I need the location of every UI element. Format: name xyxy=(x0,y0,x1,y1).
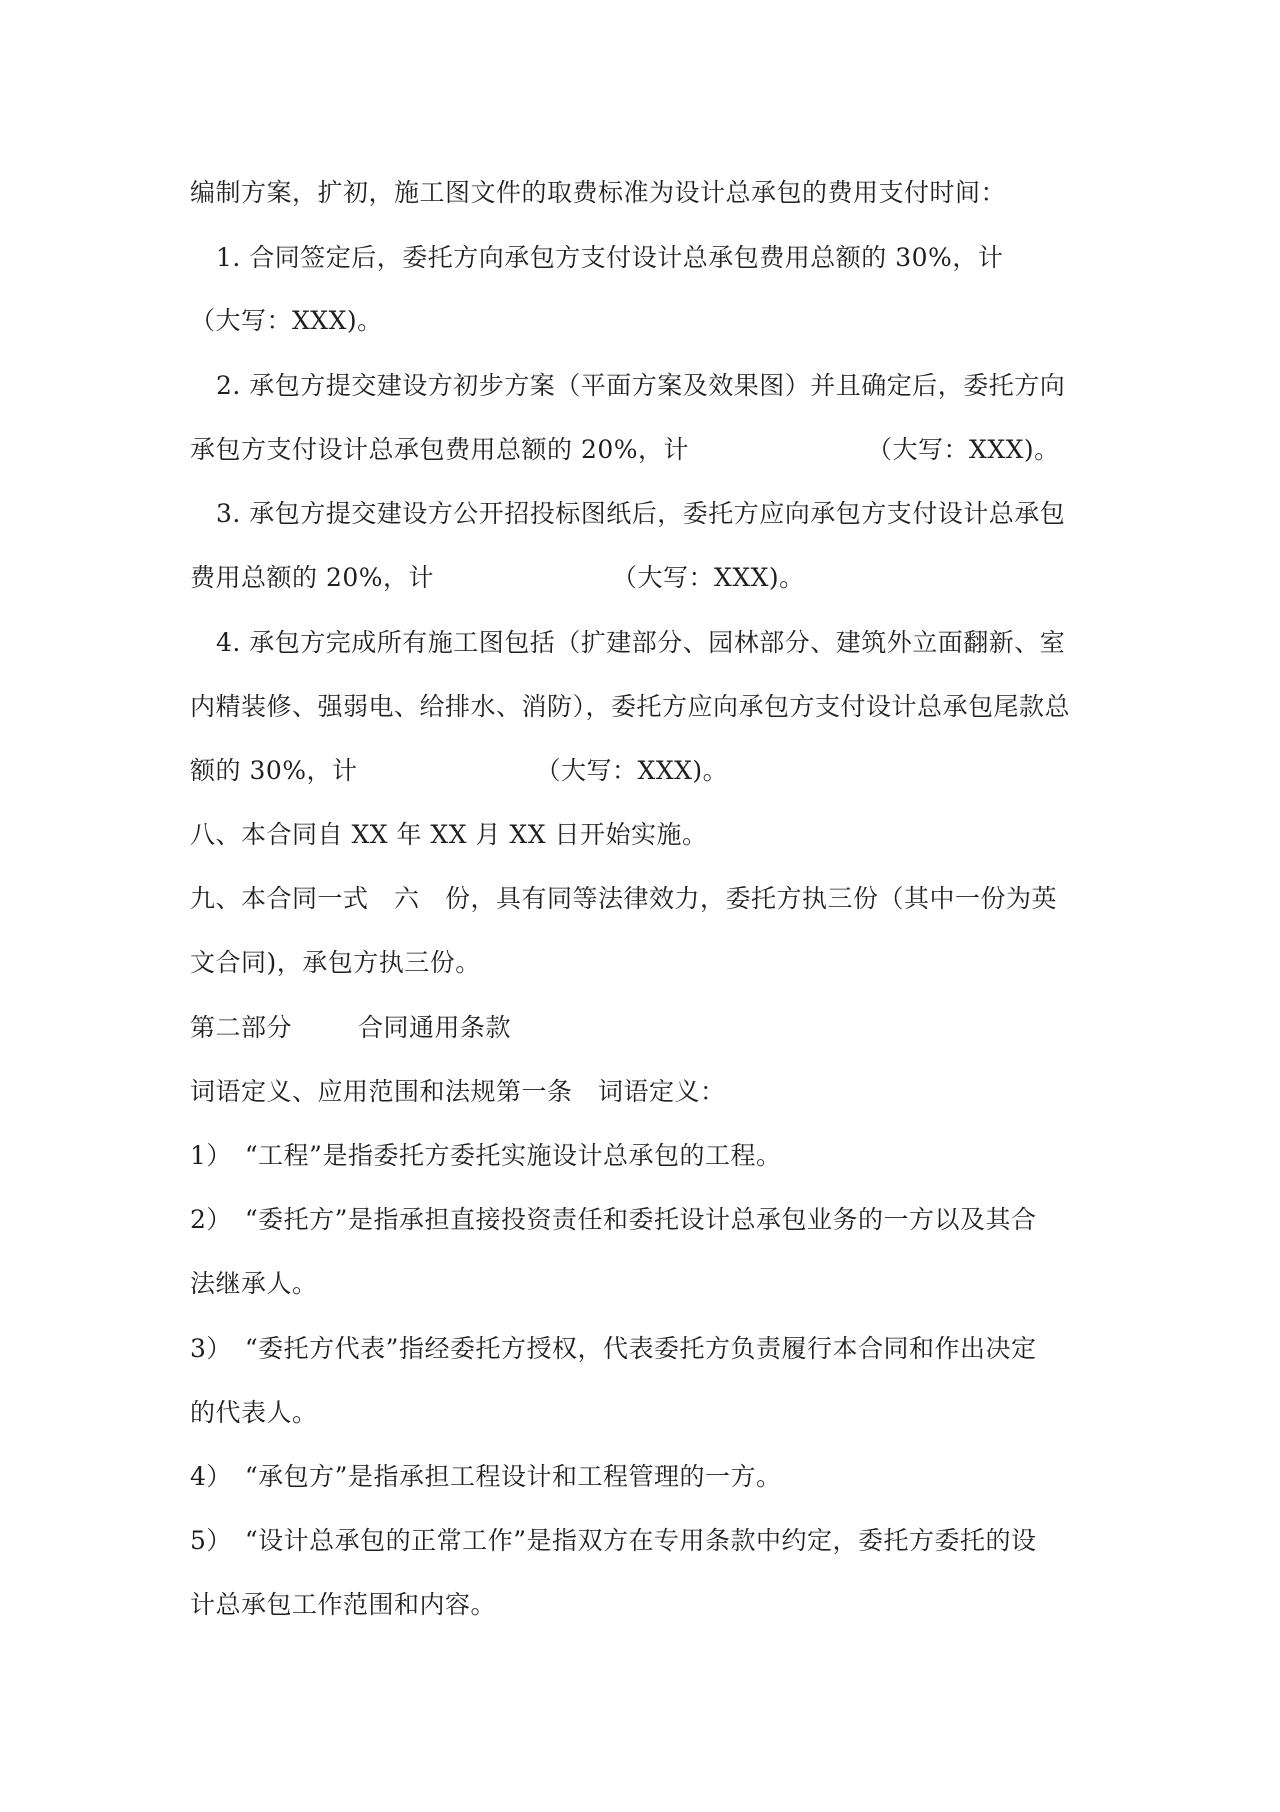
payment-2-line-2 xyxy=(190,437,1060,462)
clause-8: 八、本合同自 XX 年 XX 月 XX 日开始实施。 xyxy=(190,820,708,849)
payment-2-line-1: 2. 承包方提交建设方初步方案（平面方案及效果图）并且确定后，委托方向 xyxy=(216,371,1066,400)
payment-3-capital-text: （大写：XXX)。 xyxy=(612,563,805,592)
payment-4-line-2: 内精装修、强弱电、给排水、消防），委托方应向承包方支付设计总承包尾款总 xyxy=(190,692,1071,721)
definitions-heading: 词语定义、应用范围和法规第一条 词语定义： xyxy=(190,1077,726,1106)
intro-line: 编制方案，扩初，施工图文件的取费标准为设计总承包的费用支付时间： xyxy=(190,178,1007,207)
payment-4-line-3 xyxy=(190,758,728,783)
definition-5-line-1: 5） “设计总承包的正常工作”是指双方在专用条款中约定，委托方委托的设 xyxy=(190,1526,1037,1555)
payment-1-line-2: （大写：XXX)。 xyxy=(190,306,383,335)
payment-3-amount-text: 费用总额的 20%，计 xyxy=(190,563,435,592)
clause-9-line-2: 文合同)，承包方执三份。 xyxy=(190,948,481,977)
part-2-heading xyxy=(190,1015,511,1040)
payment-4-amount-text: 额的 30%，计 xyxy=(190,756,358,785)
definition-2-line-2: 法继承人。 xyxy=(190,1269,318,1298)
part-2-label: 第二部分 xyxy=(190,1013,293,1042)
definition-3-line-1: 3） “委托方代表”指经委托方授权，代表委托方负责履行本合同和作出决定 xyxy=(190,1334,1037,1363)
definition-5-line-2: 计总承包工作范围和内容。 xyxy=(190,1590,497,1619)
clause-9-line-1: 九、本合同一式 六 份，具有同等法律效力，委托方执三份（其中一份为英 xyxy=(190,884,1058,913)
definition-2-line-1: 2） “委托方”是指承担直接投资责任和委托设计总承包业务的一方以及其合 xyxy=(190,1205,1037,1234)
part-2-title: 合同通用条款 xyxy=(358,1013,512,1042)
payment-2-amount-text: 承包方支付设计总承包费用总额的 20%，计 xyxy=(190,435,690,464)
payment-4-capital-text: （大写：XXX)。 xyxy=(535,756,729,785)
definition-3-line-2: 的代表人。 xyxy=(190,1398,318,1427)
payment-4-line-1: 4. 承包方完成所有施工图包括（扩建部分、园林部分、建筑外立面翻新、室 xyxy=(216,628,1066,657)
definition-1-line-1: 1） “工程”是指委托方委托实施设计总承包的工程。 xyxy=(190,1141,782,1170)
payment-2-capital-text: （大写：XXX)。 xyxy=(867,435,1060,464)
payment-3-line-1: 3. 承包方提交建设方公开招投标图纸后，委托方应向承包方支付设计总承包 xyxy=(216,499,1066,528)
payment-3-line-2 xyxy=(190,565,805,590)
payment-1-line-1: 1. 合同签定后，委托方向承包方支付设计总承包费用总额的 30%，计 xyxy=(216,243,1004,272)
definition-4-line-1: 4） “承包方”是指承担工程设计和工程管理的一方。 xyxy=(190,1462,782,1491)
